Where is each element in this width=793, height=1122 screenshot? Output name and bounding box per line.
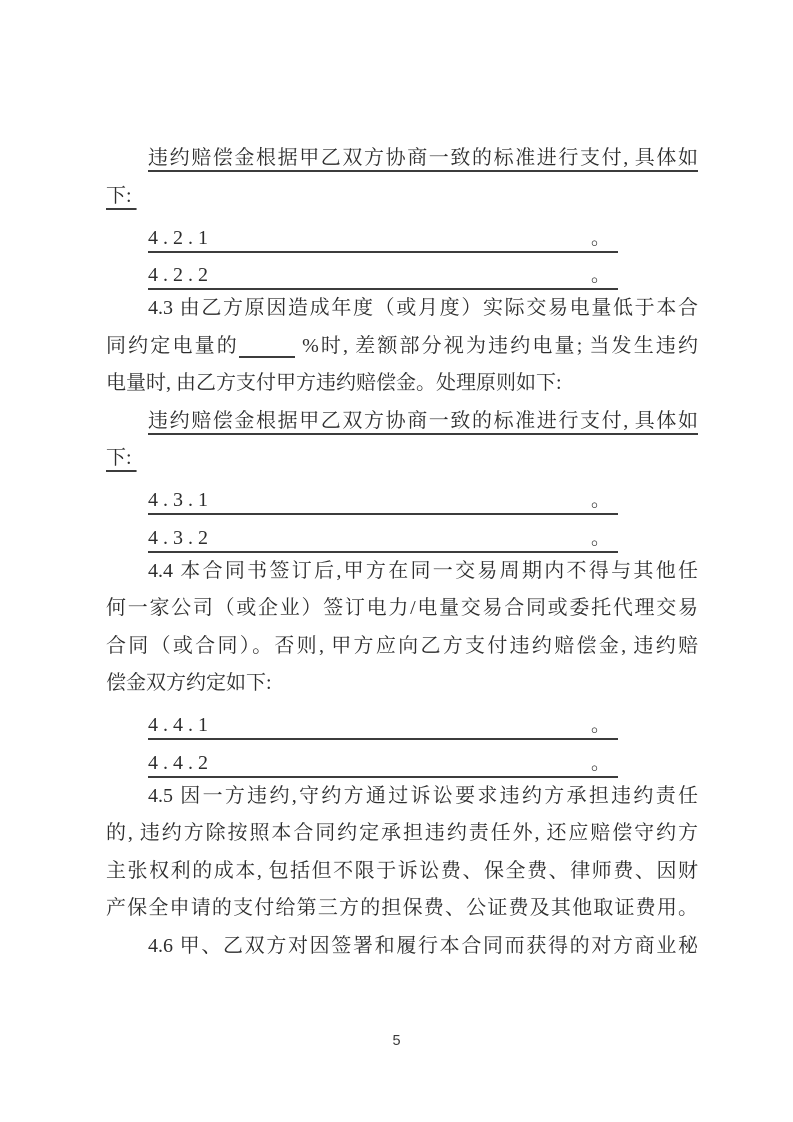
clause-number-4-2-1: 4.2.1 [148, 226, 213, 249]
blank-clause-row-4-4-1 [148, 703, 618, 741]
clause-number-4-3-2: 4.3.2 [148, 526, 213, 549]
full-stop: 。 [590, 490, 610, 511]
contract-text-block [106, 140, 698, 965]
clause-4-5-line-1: 4.5 因一方违约,守约方通过诉讼要求违约方承担违约责任 [148, 784, 698, 807]
clause-4-3-line-2-text-after: %时, 差额部分视为违约电量; 当发生违约 [294, 334, 698, 357]
clause-4-5-line-4: 产保全申请的支付给第三方的担保费、公证费及其他取证费用。 [106, 897, 698, 919]
page-number: 5 [392, 1033, 401, 1049]
standard-clause-b-line-1: 违约赔偿金根据甲乙双方协商一致的标准进行支付, 具体如 [148, 409, 698, 432]
blank-clause-row-4-2-2 [148, 253, 618, 291]
clause-4-3-line-3: 电量时, 由乙方支付甲方违约赔偿金。处理原则如下: [106, 372, 562, 394]
clause-number-4-4-1: 4.4.1 [148, 714, 213, 736]
blank-clause-row-4-2-1 [148, 215, 618, 253]
blank-clause-row-4-3-1 [148, 478, 618, 516]
full-stop: 。 [590, 227, 610, 249]
full-stop: 。 [590, 265, 610, 286]
full-stop: 。 [590, 715, 610, 736]
clause-4-5-line-3: 主张权利的成本, 包括但不限于诉讼费、保全费、律师费、因财 [106, 859, 698, 882]
clause-number-4-3-1: 4.3.1 [148, 489, 213, 511]
clause-4-4-line-2: 何一家公司（或企业）签订电力/电量交易合同或委托代理交易 [106, 597, 698, 619]
full-stop: 。 [590, 752, 610, 774]
standard-clause-a-line-1: 违约赔偿金根据甲乙双方协商一致的标准进行支付, 具体如 [148, 147, 698, 169]
clause-4-4-line-4: 偿金双方约定如下: [106, 672, 272, 694]
clause-number-4-4-2: 4.4.2 [148, 751, 213, 774]
clause-4-4-line-1: 4.4 本合同书签订后,甲方在同一交易周期内不得与其他任 [148, 559, 698, 582]
clause-number-4-2-2: 4.2.2 [148, 264, 213, 286]
standard-clause-b-line-2: 下: [106, 447, 137, 469]
blank-clause-row-4-3-2 [148, 515, 618, 553]
percentage-blank-underline [239, 356, 295, 358]
full-stop: 。 [590, 527, 610, 549]
clause-4-5-line-2: 的, 违约方除按照本合同约定承担违约责任外, 还应赔偿守约方 [106, 822, 698, 844]
clause-4-3-line-1: 4.3 由乙方原因造成年度（或月度）实际交易电量低于本合 [148, 297, 698, 319]
standard-clause-a-line-2: 下: [106, 184, 137, 207]
clause-4-3-line-2-text-before: 同约定电量的 [106, 334, 239, 357]
clause-4-3-line-2 [106, 328, 698, 366]
blank-clause-row-4-4-2 [148, 740, 618, 778]
clause-4-4-line-3: 合同（或合同）。否则, 甲方应向乙方支付违约赔偿金, 违约赔 [106, 634, 698, 657]
clause-4-6-line-1: 4.6 甲、乙双方对因签署和履行本合同而获得的对方商业秘 [148, 934, 698, 957]
